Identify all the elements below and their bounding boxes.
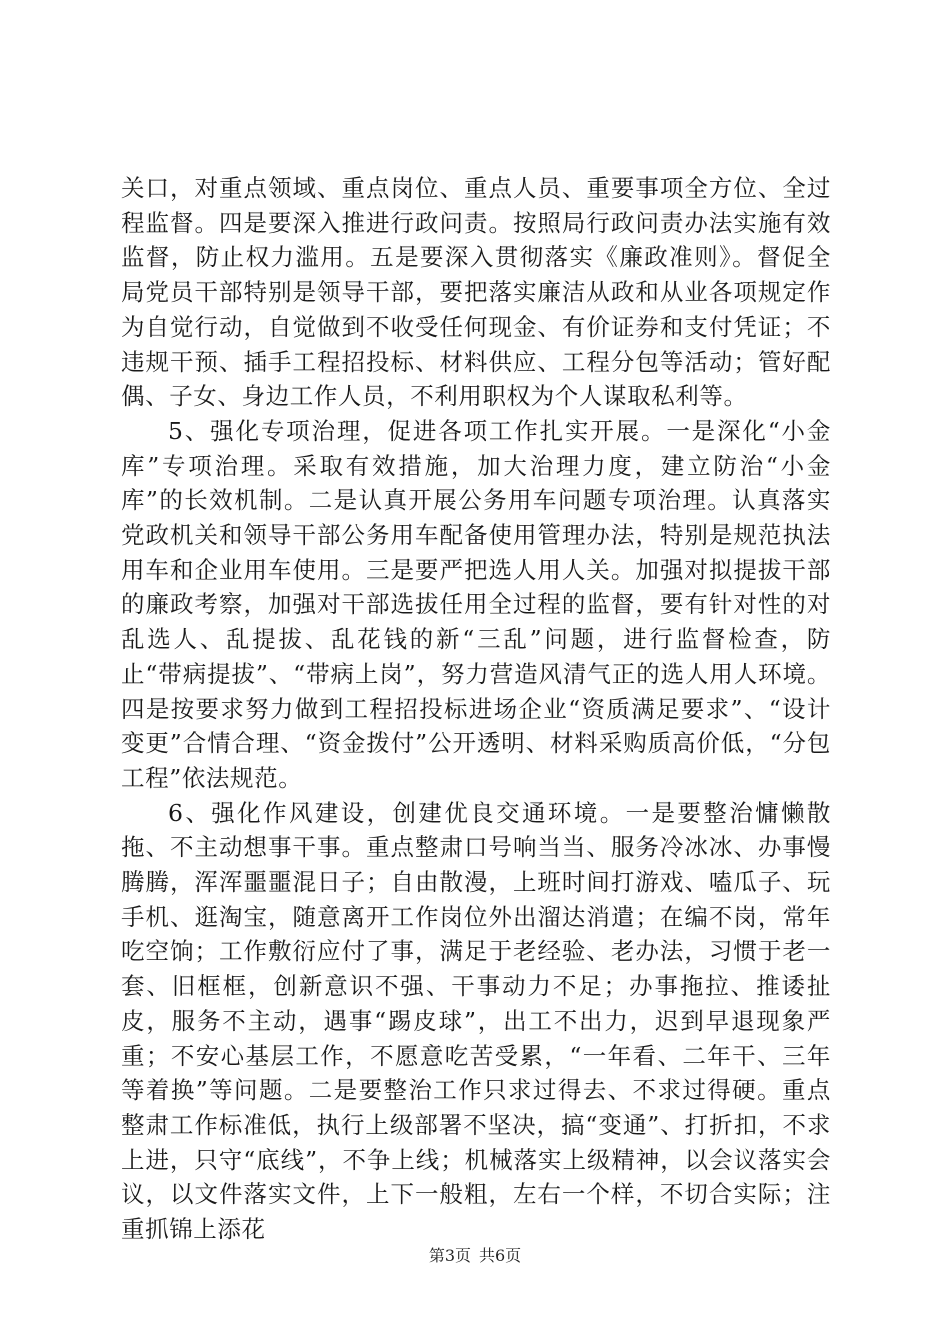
paragraph-continuation: 关口，对重点领域、重点岗位、重点人员、重要事项全方位、全过程监督。四是要深入推进行政问责。按照局行政问责办法实施有效监督，防止权力滥用。五是要深入贯彻落实《廉政准则》。督促全局党员干部特别是领导干部，要把落实廉洁从政和从业各项规定作为自觉行动，自觉做到不收受任何现金、有价证券和支付凭证；不违规干预、插手工程招投标、材料供应、工程分包等活动；管好配偶、子女、身边工作人员，不利用职权为个人谋取私利等。 bbox=[121, 174, 831, 411]
paragraph-item-6: 6、强化作风建设，创建优良交通环境。一是要整治慵懒散拖、不主动想事干事。重点整肃口号响当当、服务冷冰冰、办事慢腾腾，浑浑噩噩混日子；自由散漫，上班时间打游戏、嗑瓜子、玩手机、逛淘宝，随意离开工作岗位外出溜达消遣；在编不岗，常年吃空饷；工作敷衍应付了事，满足于老经验、老办法，习惯于老一套、旧框框，创新意识不强、干事动力不足；办事拖拉、推诿扯皮，服务不主动，遇事“踢皮球”，出工不出力，迟到早退现象严重；不安心基层工作，不愿意吃苦受累，“一年看、二年干、三年等着换”等问题。二是要整治工作只求过得去、不求过得硬。重点整肃工作标准低，执行上级部署不坚决，搞“变通”、打折扣，不求上进，只守“底线”，不争上线；机械落实上级精神，以会议落实会议，以文件落实文件，上下一般粗，左右一个样，不切合实际；注重抓锦上添花 bbox=[121, 798, 831, 1244]
page-total: 共6页 bbox=[479, 1246, 522, 1265]
paragraph-item-5: 5、强化专项治理，促进各项工作扎实开展。一是深化“小金库”专项治理。采取有效措施，加大治理力度，建立防治“小金库”的长效机制。二是认真开展公务用车问题专项治理。认真落实党政机关和领导干部公务用车配备使用管理办法，特别是规范执法用车和企业用车使用。三是要严把选人用人关。加强对拟提拔干部的廉政考察，加强对干部选拔任用全过程的监督，要有针对性的对乱选人、乱提拔、乱花钱的新“三乱”问题，进行监督检查，防止“带病提拔”、“带病上岗”，努力营造风清气正的选人用人环境。四是按要求努力做到工程招投标进场企业“资质满足要求”、“设计变更”合情合理、“资金拨付”公开透明、材料采购质高价低，“分包工程”依法规范。 bbox=[121, 416, 831, 792]
page-footer bbox=[0, 1243, 950, 1266]
document-body bbox=[121, 171, 831, 1247]
page-number: 第3页 bbox=[428, 1246, 471, 1265]
